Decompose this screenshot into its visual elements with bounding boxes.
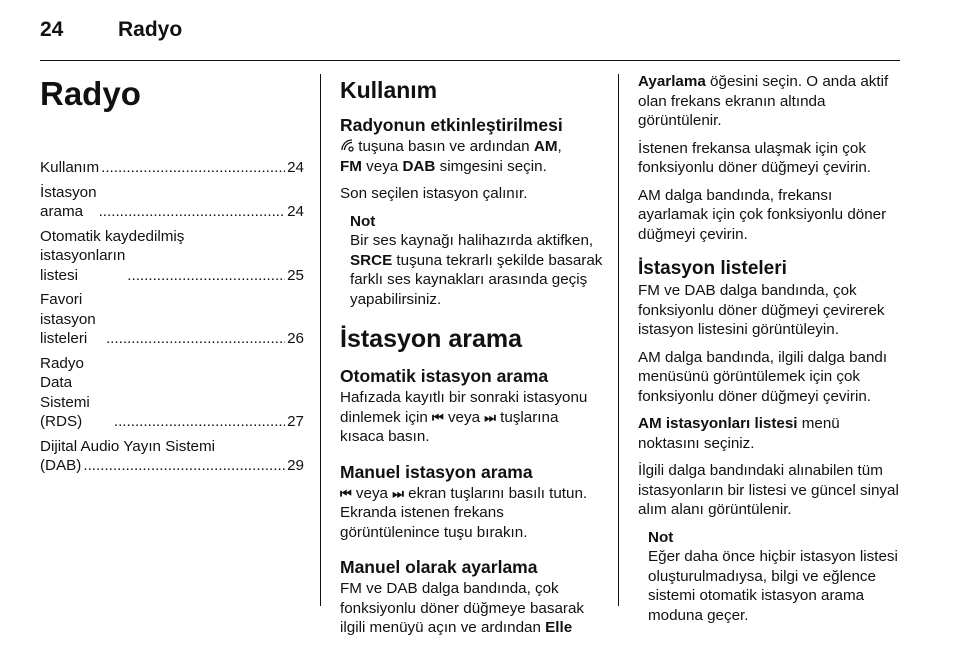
toc-page: 29 bbox=[287, 457, 304, 474]
note-label: Not bbox=[350, 212, 376, 230]
paragraph: FM ve DAB dalga bandında, çok fonksiyonlu döner düğmeyi çevirerek istasyon listesini görüntüleyin. bbox=[638, 282, 885, 338]
radio-icon bbox=[340, 138, 354, 155]
toc-leader bbox=[101, 158, 285, 178]
toc-page: 27 bbox=[287, 413, 304, 430]
column-divider-1 bbox=[320, 74, 321, 606]
toc-page: 24 bbox=[287, 159, 304, 176]
section-title: Radyo bbox=[118, 18, 183, 41]
toc-item[interactable] bbox=[40, 183, 304, 222]
paragraph: AM dalga bandında, frekansı ayarlamak için çok fonksiyonlu döner düğmeyi çevirin. bbox=[638, 186, 887, 243]
note: Not Eğer daha önce hiçbir istasyon listesi oluşturulmadıysa, bilgi ve eğlence sistemi otomatik istasyon arama moduna geçer. bbox=[648, 528, 902, 626]
paragraph: İstenen frekansa ulaşmak için çok fonksiyonlu döner düğmeyi çevirin. bbox=[638, 139, 871, 176]
toc-leader bbox=[127, 266, 285, 286]
skip-forward-icon: ⏭ bbox=[484, 409, 496, 425]
toc-leader bbox=[99, 202, 286, 222]
column-divider-2 bbox=[618, 74, 619, 606]
toc-label: istasyonların listesi bbox=[40, 247, 126, 284]
paragraph: Ayarlama öğesini seçin. O anda aktif olan frekans ekranın altında görüntülenir. bbox=[638, 73, 889, 129]
toc-label: Favori istasyon listeleri bbox=[40, 291, 96, 347]
skip-back-icon: ⏮ bbox=[432, 409, 444, 425]
toc-label: Otomatik kaydedilmiş bbox=[40, 227, 185, 245]
chapter-title: Radyo bbox=[40, 75, 141, 112]
header-rule bbox=[40, 60, 900, 61]
toc-page: 24 bbox=[287, 203, 304, 220]
toc-label: Dijital Audio Yayın Sistemi bbox=[40, 437, 216, 455]
toc-label: İstasyon arama bbox=[40, 183, 97, 220]
skip-forward-icon: ⏭ bbox=[392, 485, 404, 501]
toc-page: 25 bbox=[287, 266, 304, 284]
note-label: Not bbox=[648, 528, 674, 546]
toc-page: 26 bbox=[287, 330, 304, 347]
page-number: 24 bbox=[40, 18, 64, 41]
toc-label: Radyo Data Sistemi (RDS) bbox=[40, 354, 90, 430]
table-of-contents bbox=[40, 158, 304, 476]
paragraph: ⏮ veya ⏭ ekran tuşlarını basılı tutun. Ekranda istenen frekans görüntülenince tuşu bırakın. bbox=[340, 484, 588, 541]
toc-leader bbox=[106, 329, 285, 349]
paragraph: FM ve DAB dalga bandında, çok fonksiyonlu döner düğmeye basarak ilgili menüyü açın ve ardından Elle bbox=[340, 580, 584, 636]
column-3 bbox=[638, 72, 902, 635]
heading-istasyon-listeleri: İstasyon listeleri bbox=[638, 258, 787, 279]
toc-leader bbox=[114, 412, 285, 432]
heading-istasyon-arama: İstasyon arama bbox=[340, 325, 523, 353]
paragraph: Son seçilen istasyon çalınır. bbox=[340, 185, 528, 202]
column-1 bbox=[40, 72, 304, 481]
toc-item[interactable] bbox=[40, 354, 304, 432]
toc-item[interactable] bbox=[40, 158, 304, 178]
skip-back-icon: ⏮ bbox=[340, 485, 352, 501]
heading-kullanim: Kullanım bbox=[340, 77, 438, 103]
paragraph: İlgili dalga bandındaki alınabilen tüm istasyonların bir listesi ve güncel sinyal alım alanı görüntülenir. bbox=[638, 462, 899, 518]
toc-item[interactable] bbox=[40, 290, 304, 349]
heading-manuel-olarak: Manuel olarak ayarlama bbox=[340, 557, 538, 577]
paragraph: AM dalga bandında, ilgili dalga bandı menüsünü görüntülemek için çok fonksiyonlu döner düğmeyi çevirin. bbox=[638, 348, 888, 405]
heading-otomatik: Otomatik istasyon arama bbox=[340, 366, 549, 386]
toc-leader bbox=[83, 456, 285, 476]
paragraph: tuşuna basın ve ardından AM, FM veya DAB simgesini seçin. bbox=[340, 138, 562, 175]
heading-radyonun: Radyonun etkinleştirilmesi bbox=[340, 115, 563, 135]
paragraph: Hafızada kayıtlı bir sonraki istasyonu dinlemek için ⏮ veya ⏭ tuşlarına kısaca basın. bbox=[340, 389, 588, 445]
page-header bbox=[40, 18, 182, 42]
heading-manuel: Manuel istasyon arama bbox=[340, 461, 533, 482]
toc-label: Kullanım bbox=[40, 159, 100, 176]
column-2 bbox=[340, 72, 604, 646]
toc-item[interactable] bbox=[40, 227, 304, 286]
paragraph: AM istasyonları listesi menü noktasını seçiniz. bbox=[638, 415, 840, 452]
toc-item[interactable] bbox=[40, 437, 304, 476]
note: Not Bir ses kaynağı halihazırda aktifken, SRCE tuşuna tekrarlı şekilde basarak farklı ses kaynakları arasında geçiş yapabilirsiniz. bbox=[350, 212, 603, 308]
toc-label: (DAB) bbox=[40, 457, 82, 474]
